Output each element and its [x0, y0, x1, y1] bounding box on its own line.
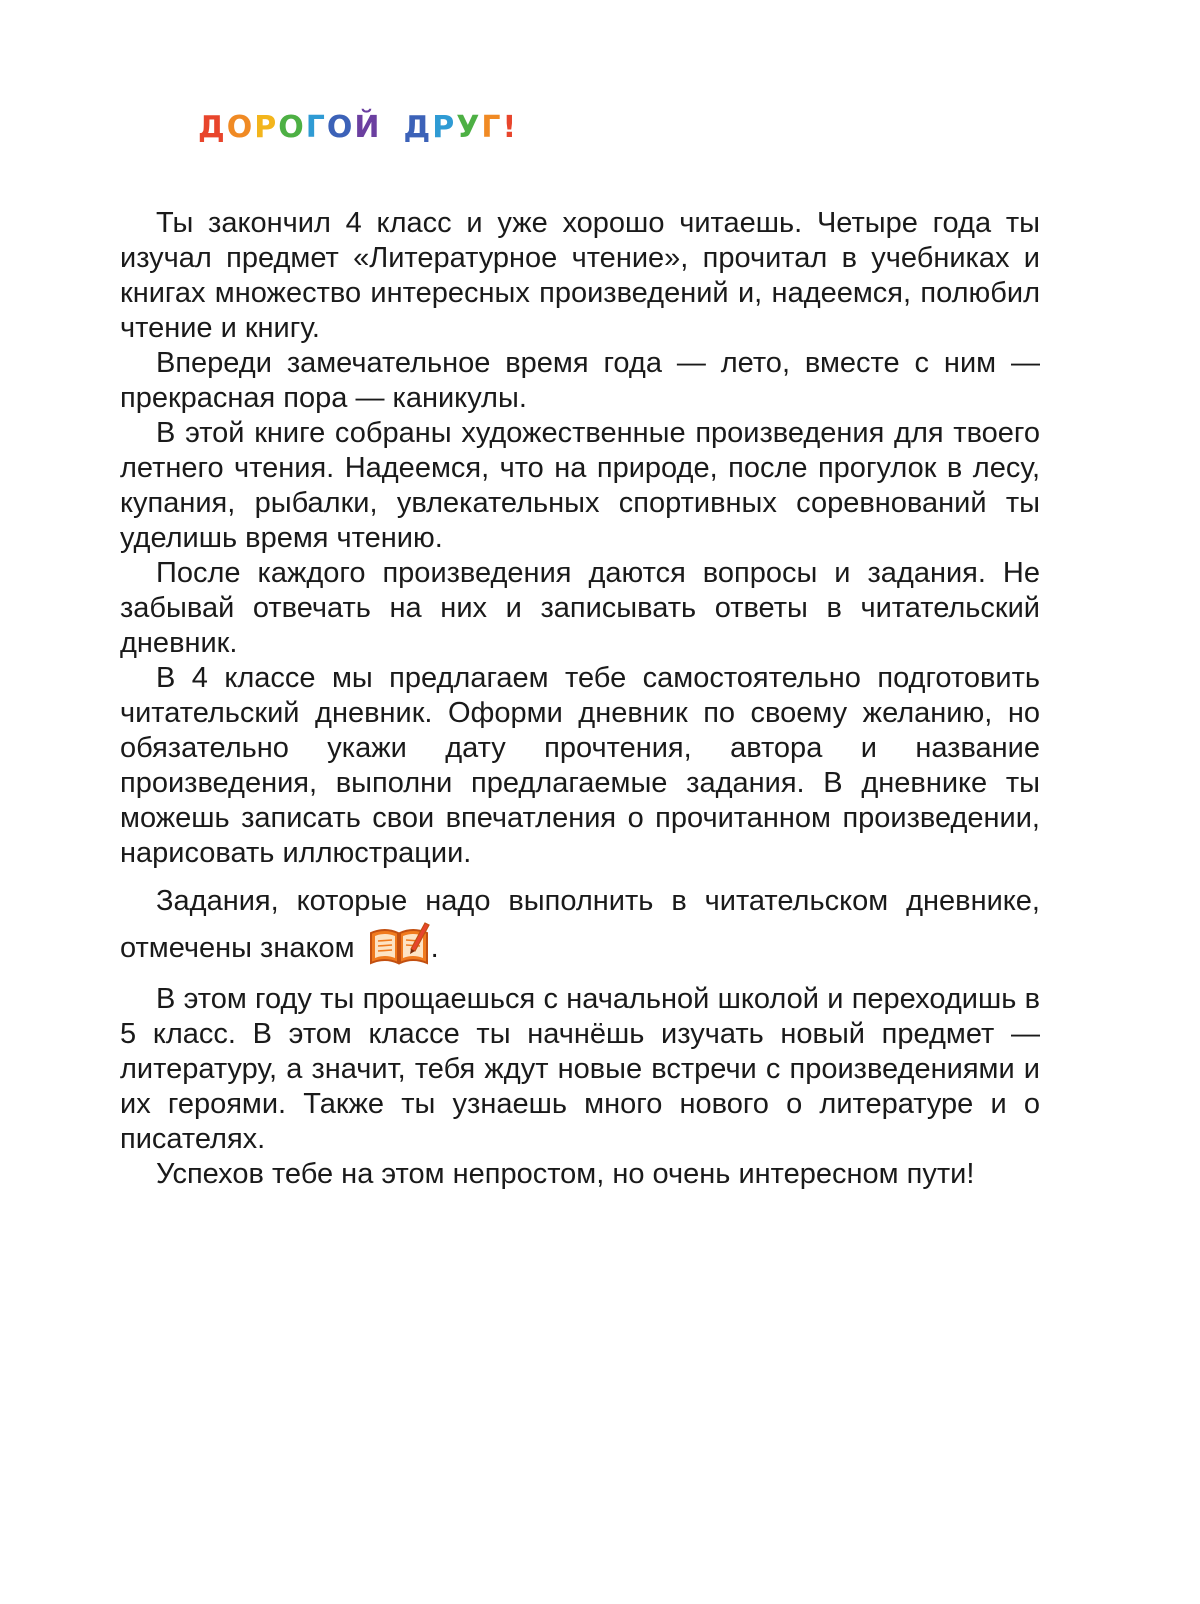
heading-letter: У	[456, 110, 482, 145]
paragraph-book-contents: В этой книге собраны художественные произведения для твоего летнего чтения. Надеемся, что на природе, после прогулок в лесу, купания, рыбалки, увлекательных спортивных соревнований ты уделишь время чтению.	[120, 417, 1040, 554]
heading-letter: Р	[254, 110, 279, 145]
heading-letter: Г	[305, 110, 327, 145]
open-book-with-pen-icon	[367, 919, 431, 969]
paragraph-tasks-note	[120, 884, 1040, 969]
heading-letter: Д	[403, 110, 433, 145]
heading-letter: Д	[198, 110, 227, 145]
tasks-note-period: .	[430, 932, 439, 964]
heading-letter: Й	[354, 110, 382, 145]
page-title	[198, 110, 518, 145]
tasks-note-text: Задания, которые надо выполнить в читательском дневнике, отмечены знаком	[120, 885, 1040, 964]
heading-letter: О	[278, 110, 306, 145]
paragraph-summer: Впереди замечательное время года — лето, вместе с ним — прекрасная пора — каникулы.	[120, 347, 1040, 414]
paragraph-intro: Ты закончил 4 класс и уже хорошо читаешь. Четыре года ты изучал предмет «Литературное чтение», прочитал в учебниках и книгах множество интересных произведений и, надеемся, полюбил чтение и книгу.	[120, 207, 1040, 344]
paragraph-questions: После каждого произведения даются вопросы и задания. Не забывай отвечать на них и записывать ответы в читательский дневник.	[120, 557, 1040, 659]
paragraph-reading-diary: В 4 классе мы предлагаем тебе самостоятельно подготовить читательский дневник. Оформи дневник по своему желанию, но обязательно укажи дату прочтения, автора и название произведения, выполни предлагаемые задания. В дневнике ты можешь записать свои впечатления о прочитанном произведении, нарисовать иллюстрации.	[120, 662, 1040, 869]
paragraph-wishes: Успехов тебе на этом непростом, но очень интересном пути!	[156, 1158, 975, 1190]
paragraph-transition: В этом году ты прощаешься с начальной школой и переходишь в 5 класс. В этом классе ты начнёшь изучать новый предмет — литературу, а значит, тебя ждут новые встречи с произведениями и их героями. Также ты узнаешь много нового о литературе и о писателях.	[120, 983, 1040, 1155]
heading-letter: О	[326, 110, 355, 145]
heading-letter: Р	[432, 110, 457, 145]
heading-letter: О	[226, 110, 255, 145]
letter-body	[120, 206, 1040, 1192]
heading-letter: Г	[481, 110, 503, 145]
heading-letter: !	[502, 110, 519, 145]
